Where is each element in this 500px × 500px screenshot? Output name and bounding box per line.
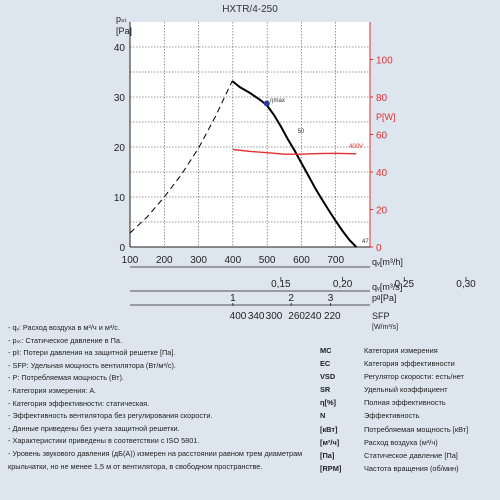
y-right-tick-label: 60 <box>376 130 388 142</box>
legend-value: Частота вращения (об/мин) <box>364 463 459 473</box>
x-m3h-tick-label: 200 <box>155 255 173 266</box>
pg-tick-label: 1 <box>230 293 236 304</box>
x-m3s-axis-label: qᵥ[m³/s] <box>372 282 403 292</box>
note-item: - Категория измерения: А. <box>8 385 97 395</box>
legend-value: Расход воздуха (м³/ч) <box>364 437 438 447</box>
chart-title: HXTR/4-250 <box>222 4 278 15</box>
sfp-axis-label: SFP <box>372 311 390 321</box>
legend-row <box>320 423 496 436</box>
sfp-tick-label: 240 <box>304 311 322 322</box>
legend-key: SR <box>320 385 331 395</box>
y-left-tick-label: 20 <box>113 143 125 154</box>
sfp-axis-unit: [W/m³/s] <box>372 324 399 331</box>
legend-value: Потребляемая мощность [кВт] <box>364 424 469 434</box>
eta-max-point <box>264 101 270 107</box>
y-right-tick-label: 20 <box>376 205 388 217</box>
note-item: - Данные приведены без учета защитной решетки. <box>8 423 180 433</box>
plot-area <box>130 22 370 247</box>
y-right-tick-label: 100 <box>376 55 393 67</box>
legend-row <box>320 344 496 357</box>
sfp-tick-label: 340 <box>247 311 265 322</box>
sfp-tick-label: 220 <box>323 311 341 322</box>
sfp-tick-label: 300 <box>265 311 283 322</box>
x-m3h-tick-label: 600 <box>293 255 310 266</box>
legend-value: Удельный коэффициент <box>364 385 448 395</box>
legend-value: Регулятор скорости: есть/нет <box>364 372 464 382</box>
y-left-tick-label: 40 <box>113 43 125 54</box>
legend-key: [кВт] <box>320 424 338 434</box>
legend-key: [RPM] <box>320 463 342 473</box>
note-item: - Категория эффективности: статическая. <box>8 398 150 408</box>
x-m3h-tick-label: 700 <box>327 255 345 266</box>
y-right-axis-label: P[W] <box>376 112 396 122</box>
x-m3h-tick-label: 400 <box>224 255 242 266</box>
legend-row <box>320 462 496 475</box>
sfp-tick-label: 400 <box>229 311 247 322</box>
y-left-axis-unit: [Pa] <box>116 26 133 36</box>
legend-value: Эффективность <box>364 411 420 421</box>
legend-value: Категория измерения <box>364 346 438 355</box>
legend-row <box>320 436 496 449</box>
pg-tick-label: 3 <box>327 293 334 304</box>
legend-key: MC <box>320 346 332 355</box>
y-left-tick-label: 0 <box>119 243 125 254</box>
y-left-tick-label: 10 <box>113 193 125 204</box>
note-item: - Уровень звукового давления (дБ(А)) измерен на расстоянии равном трем диаметрам крыльчатки, но не менее 1,5 м от вентилятора, в свободном пространстве. <box>8 448 303 471</box>
x-m3s-tick-label: 0,30 <box>456 279 476 290</box>
pg-tick-label: 2 <box>288 293 294 304</box>
legend-row <box>320 357 496 370</box>
x-m3h-axis-label: qᵥ[m³/h] <box>372 257 403 267</box>
sfp-tick-label: 260 <box>288 311 305 322</box>
y-right-tick-label: 0 <box>376 243 382 254</box>
notes-list <box>8 322 308 473</box>
legend-row <box>320 409 496 422</box>
legend-value: Категория эффективности <box>364 359 455 369</box>
x-m3h-tick-label: 500 <box>258 255 276 266</box>
y-left-tick-label: 30 <box>113 93 125 104</box>
annotation-label: 50 <box>297 129 305 135</box>
note-item: - pᵍ: Потери давления на защитной решетке [Па]. <box>8 348 176 358</box>
legend-key: VSD <box>320 372 336 382</box>
x-m3s-tick-label: 0,15 <box>271 279 291 290</box>
legend-row <box>320 396 496 409</box>
pg-axis-label: pᵍ[Pa] <box>372 293 397 303</box>
annotation-label: ηmax <box>270 98 285 104</box>
legend-key: [м³/ч] <box>320 437 340 447</box>
legend-key: η[%] <box>320 398 337 408</box>
legend-row <box>320 370 496 383</box>
x-m3s-tick-label: 0,25 <box>394 279 415 290</box>
note-item: - Эффективность вентилятора без регулирования скорости. <box>8 411 213 421</box>
note-item: - Характеристики приведены в соответствии с ISO 5801. <box>8 436 200 446</box>
legend-key: EC <box>320 359 331 369</box>
legend-key: [Па] <box>320 450 335 460</box>
legend-row <box>320 449 496 462</box>
y-left-axis-label: pₛₜ <box>116 14 128 24</box>
legend-value: Статическое давление [Па] <box>364 450 458 460</box>
note-item: - SFP: Удельная мощность вентилятора (Вт/м³/с). <box>8 360 176 370</box>
legend-row <box>320 383 496 396</box>
x-m3h-tick-label: 100 <box>121 255 139 266</box>
legend-value: Полная эффективность <box>364 398 446 408</box>
x-m3s-tick-label: 0,20 <box>332 279 353 290</box>
legend-key: N <box>320 411 326 421</box>
annotation-label: 400V <box>349 144 364 150</box>
y-right-tick-label: 40 <box>376 168 388 179</box>
note-item: - qᵥ: Расход воздуха в м³/ч и м³/с. <box>8 323 120 332</box>
x-m3h-tick-label: 300 <box>190 255 207 266</box>
note-item: - pₛₜ: Статическое давление в Па. <box>8 335 122 345</box>
abbreviation-legend <box>320 344 496 475</box>
annotation-label: 47 <box>362 239 369 245</box>
note-item: - P: Потребляемая мощность (Вт). <box>8 373 124 383</box>
y-right-tick-label: 80 <box>376 93 388 104</box>
